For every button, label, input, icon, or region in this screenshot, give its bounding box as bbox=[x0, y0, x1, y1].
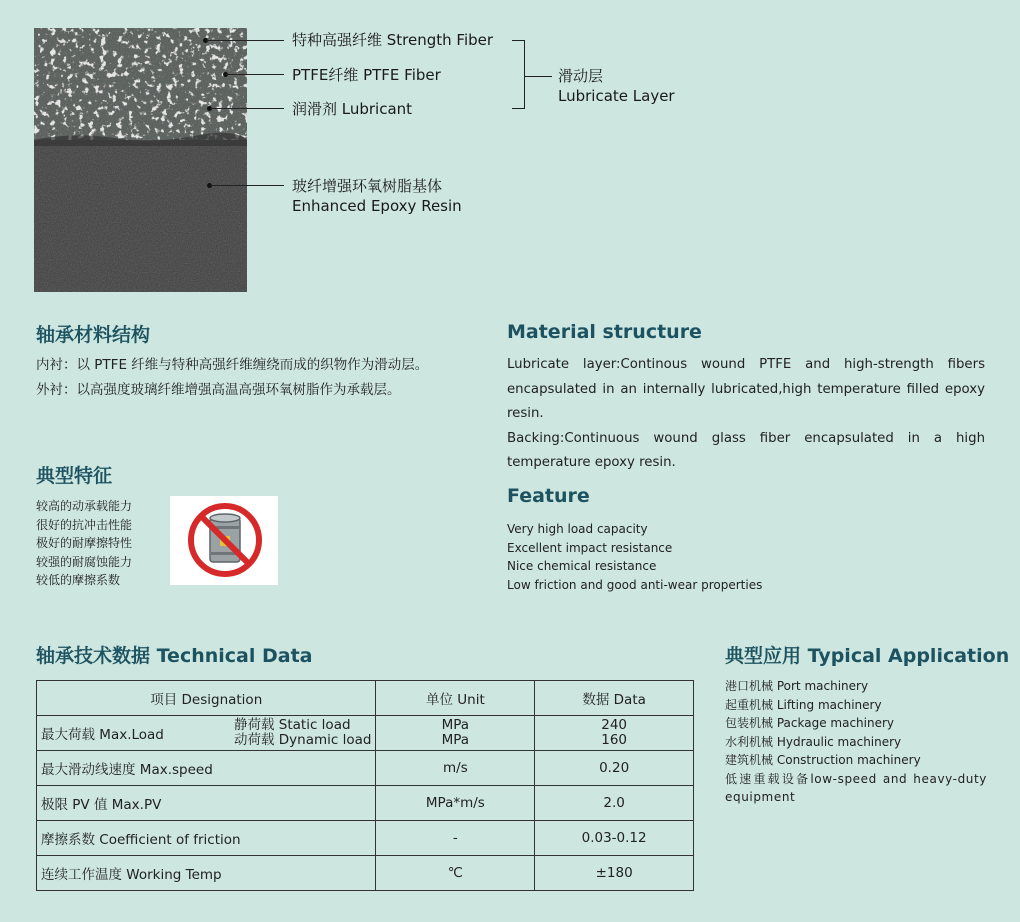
cell-designation: 极限 PV 值 Max.PV bbox=[37, 786, 376, 821]
cell-unit: ℃ bbox=[376, 856, 535, 891]
feature-en-item: Nice chemical resistance bbox=[507, 559, 657, 573]
structure-en-para1: Lubricate layer:Continous wound PTFE and high-strength fibers encapsulated in an internally lubricated,high temperature filled epoxy resin. bbox=[507, 357, 985, 421]
app-zh: 建筑机械 bbox=[725, 753, 774, 767]
app-zh: 低速重载设备 bbox=[725, 771, 811, 786]
cell-value: ±180 bbox=[535, 856, 694, 891]
app-en: Construction machinery bbox=[776, 753, 921, 767]
leader-line bbox=[206, 40, 284, 41]
cell-value: 0.03-0.12 bbox=[535, 821, 694, 856]
callout-layer-en: Lubricate Layer bbox=[558, 87, 675, 105]
tech-title: 轴承技术数据 Technical Data bbox=[36, 645, 313, 667]
leader-line bbox=[226, 74, 284, 75]
callout-lubricant: 润滑剂 Lubricant bbox=[292, 100, 413, 118]
row-unit-dynamic: MPa bbox=[441, 732, 470, 748]
app-zh: 包装机械 bbox=[725, 716, 774, 730]
cell-value bbox=[535, 716, 694, 751]
feature-zh-item: 较高的动承载能力 bbox=[36, 499, 133, 513]
callout-epoxy-en: Enhanced Epoxy Resin bbox=[292, 197, 462, 215]
callout-strength-fiber: 特种高强纤维 Strength Fiber bbox=[292, 31, 494, 49]
feature-zh-item: 较强的耐腐蚀能力 bbox=[36, 554, 133, 569]
cell-designation: 摩擦系数 Coefficient of friction bbox=[37, 821, 376, 856]
cell-unit bbox=[376, 716, 535, 751]
structure-zh-title: 轴承材料结构 bbox=[36, 324, 151, 346]
feature-en-item: Low friction and good anti-wear properties bbox=[507, 577, 763, 592]
cell-value: 0.20 bbox=[535, 751, 694, 786]
application-title: 典型应用 Typical Application bbox=[725, 645, 1010, 667]
row-unit-static: MPa bbox=[441, 717, 470, 733]
cell-designation bbox=[37, 716, 376, 751]
cross-section-photo bbox=[34, 28, 247, 292]
header-designation: 项目 Designation bbox=[37, 681, 376, 716]
application-item bbox=[725, 714, 987, 733]
leader-line bbox=[210, 108, 284, 109]
feature-en-item: Very high load capacity bbox=[507, 522, 648, 536]
feature-zh-item: 较低的摩擦系数 bbox=[36, 573, 121, 587]
app-en: Port machinery bbox=[776, 679, 869, 693]
no-barrel-icon bbox=[170, 496, 278, 585]
bracket-spine bbox=[524, 40, 525, 109]
table-row bbox=[37, 716, 694, 751]
structure-en-body bbox=[507, 353, 985, 476]
structure-zh-line1: 内衬：以 PTFE 纤维与特种高强纤维缠绕而成的织物作为滑动层。 bbox=[36, 357, 429, 373]
callout-ptfe-fiber: PTFE纤维 PTFE Fiber bbox=[292, 66, 441, 84]
cell-designation: 最大滑动线速度 Max.speed bbox=[37, 751, 376, 786]
app-zh: 起重机械 bbox=[725, 697, 774, 712]
structure-en-title: Material structure bbox=[507, 321, 702, 343]
app-en: Hydraulic machinery bbox=[776, 734, 902, 749]
row-value-dynamic: 160 bbox=[601, 732, 628, 748]
application-item bbox=[725, 733, 987, 752]
tech-table bbox=[36, 680, 694, 891]
table-row bbox=[37, 751, 694, 786]
callout-layer-zh: 滑动层 bbox=[558, 67, 604, 85]
application-item bbox=[725, 751, 987, 770]
feature-zh-item: 极好的耐摩擦特性 bbox=[36, 536, 133, 550]
table-row bbox=[37, 856, 694, 891]
cell-unit: - bbox=[376, 821, 535, 856]
feature-zh-item: 很好的抗冲击性能 bbox=[36, 517, 133, 532]
app-en: low-speed and heavy-duty equipment bbox=[725, 771, 987, 804]
table-header-row bbox=[37, 681, 694, 716]
row-sub-dynamic: 动荷载 Dynamic load bbox=[234, 732, 372, 748]
cell-value: 2.0 bbox=[535, 786, 694, 821]
table-row bbox=[37, 786, 694, 821]
application-item bbox=[725, 770, 987, 807]
callout-epoxy-zh: 玻纤增强环氧树脂基体 bbox=[292, 177, 443, 195]
feature-zh-list bbox=[36, 497, 132, 590]
header-unit: 单位 Unit bbox=[376, 681, 535, 716]
structure-zh-line2: 外衬：以高强度玻璃纤维增强高温高强环氧树脂作为承载层。 bbox=[36, 381, 401, 398]
app-zh: 水利机械 bbox=[725, 734, 774, 749]
app-zh: 港口机械 bbox=[725, 679, 774, 693]
app-en: Package machinery bbox=[776, 716, 895, 730]
feature-en-item: Excellent impact resistance bbox=[507, 540, 673, 555]
feature-zh-title: 典型特征 bbox=[36, 465, 113, 487]
structure-en-para2: Backing:Continuous wound glass fiber encapsulated in a high temperature epoxy resin. bbox=[507, 430, 985, 470]
feature-en-title: Feature bbox=[507, 485, 590, 507]
table-row bbox=[37, 821, 694, 856]
cell-unit: MPa*m/s bbox=[376, 786, 535, 821]
leader-line bbox=[210, 185, 284, 186]
row-value-static: 240 bbox=[601, 717, 628, 733]
bracket-pointer bbox=[524, 76, 552, 77]
row-sub-static: 静荷载 Static load bbox=[234, 717, 351, 733]
cell-designation: 连续工作温度 Working Temp bbox=[37, 856, 376, 891]
structure-zh-body bbox=[36, 353, 476, 402]
row-name: 最大荷载 Max.Load bbox=[41, 727, 164, 743]
application-item bbox=[725, 677, 987, 696]
application-list bbox=[725, 677, 987, 807]
header-data: 数据 Data bbox=[535, 681, 694, 716]
cell-unit: m/s bbox=[376, 751, 535, 786]
app-en: Lifting machinery bbox=[776, 697, 882, 712]
feature-en-list bbox=[507, 520, 762, 594]
application-item bbox=[725, 696, 987, 715]
